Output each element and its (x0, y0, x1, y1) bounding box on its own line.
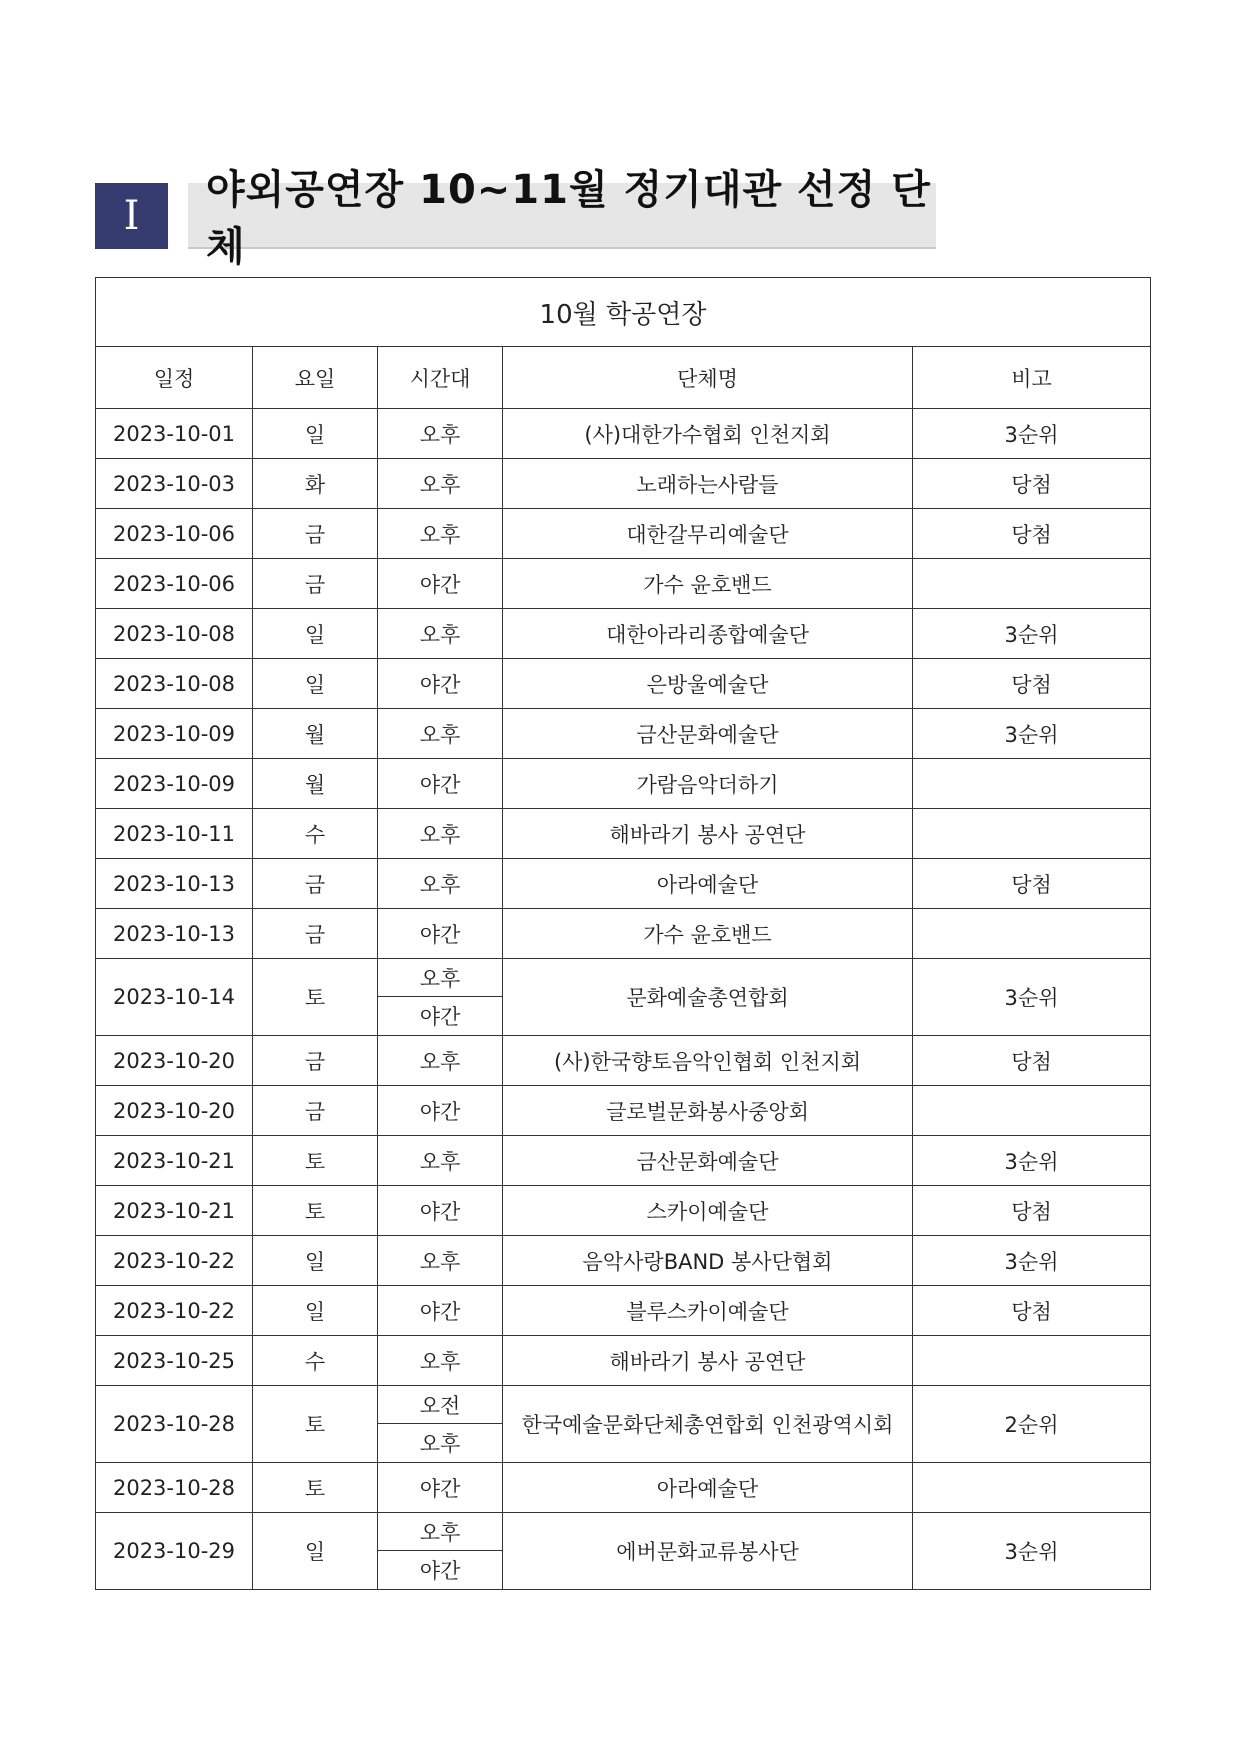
cell-time: 오후 (378, 1336, 503, 1386)
cell-time: 오후 (378, 859, 503, 909)
section-title-box (188, 167, 936, 270)
cell-day: 수 (253, 1336, 378, 1386)
table-row (96, 459, 1151, 509)
cell-day: 토 (253, 959, 378, 1036)
table-row (96, 709, 1151, 759)
cell-note (913, 1463, 1151, 1513)
table-row (96, 1136, 1151, 1186)
cell-date: 2023-10-20 (96, 1036, 253, 1086)
cell-day: 일 (253, 609, 378, 659)
column-header-note: 비고 (913, 347, 1151, 409)
cell-organization: 에버문화교류봉사단 (503, 1513, 913, 1590)
cell-organization: 금산문화예술단 (503, 709, 913, 759)
cell-day: 토 (253, 1463, 378, 1513)
table-row (96, 659, 1151, 709)
table-row (96, 609, 1151, 659)
cell-note: 당첨 (913, 1286, 1151, 1336)
cell-date: 2023-10-06 (96, 509, 253, 559)
cell-date: 2023-10-21 (96, 1186, 253, 1236)
cell-note (913, 559, 1151, 609)
table-row (96, 1236, 1151, 1286)
cell-time: 야간 (378, 997, 503, 1036)
cell-organization: 노래하는사람들 (503, 459, 913, 509)
column-header-day: 요일 (253, 347, 378, 409)
cell-day: 금 (253, 1086, 378, 1136)
table-row (96, 1463, 1151, 1513)
cell-date: 2023-10-13 (96, 909, 253, 959)
table-row (96, 1036, 1151, 1086)
cell-day: 금 (253, 559, 378, 609)
cell-organization: 금산문화예술단 (503, 1136, 913, 1186)
column-header-organization: 단체명 (503, 347, 913, 409)
table-row (96, 409, 1151, 459)
cell-date: 2023-10-08 (96, 609, 253, 659)
cell-date: 2023-10-03 (96, 459, 253, 509)
section-header (95, 167, 935, 270)
cell-time: 오후 (378, 1036, 503, 1086)
cell-time: 오후 (378, 1236, 503, 1286)
cell-date: 2023-10-01 (96, 409, 253, 459)
cell-note: 당첨 (913, 859, 1151, 909)
table-row (96, 959, 1151, 997)
table-row (96, 559, 1151, 609)
cell-organization: 스카이예술단 (503, 1186, 913, 1236)
cell-day: 토 (253, 1186, 378, 1236)
cell-date: 2023-10-20 (96, 1086, 253, 1136)
cell-day: 금 (253, 909, 378, 959)
cell-organization: 해바라기 봉사 공연단 (503, 1336, 913, 1386)
cell-time: 오후 (378, 809, 503, 859)
cell-organization: 대한갈무리예술단 (503, 509, 913, 559)
cell-day: 일 (253, 1236, 378, 1286)
cell-date: 2023-10-13 (96, 859, 253, 909)
table-caption: 10월 학공연장 (96, 278, 1151, 347)
cell-time: 야간 (378, 1186, 503, 1236)
table-header-row (96, 347, 1151, 409)
cell-note: 3순위 (913, 1513, 1151, 1590)
cell-day: 월 (253, 709, 378, 759)
cell-time: 야간 (378, 759, 503, 809)
cell-date: 2023-10-14 (96, 959, 253, 1036)
cell-organization: 아라예술단 (503, 859, 913, 909)
cell-time: 오후 (378, 1513, 503, 1551)
table-row (96, 759, 1151, 809)
cell-day: 월 (253, 759, 378, 809)
cell-organization: 은방울예술단 (503, 659, 913, 709)
cell-day: 토 (253, 1136, 378, 1186)
cell-note: 당첨 (913, 1186, 1151, 1236)
section-title: 야외공연장 10~11월 정기대관 선정 단체 (206, 167, 931, 270)
cell-organization: 가수 윤호밴드 (503, 559, 913, 609)
cell-date: 2023-10-28 (96, 1463, 253, 1513)
cell-note: 당첨 (913, 1036, 1151, 1086)
cell-time: 오후 (378, 409, 503, 459)
cell-day: 수 (253, 809, 378, 859)
cell-organization: 글로벌문화봉사중앙회 (503, 1086, 913, 1136)
cell-organization: (사)한국향토음악인협회 인천지회 (503, 1036, 913, 1086)
cell-note: 3순위 (913, 1236, 1151, 1286)
column-header-time: 시간대 (378, 347, 503, 409)
cell-time: 야간 (378, 559, 503, 609)
cell-date: 2023-10-09 (96, 759, 253, 809)
cell-note: 3순위 (913, 409, 1151, 459)
cell-day: 금 (253, 859, 378, 909)
cell-day: 토 (253, 1386, 378, 1463)
cell-time: 오후 (378, 959, 503, 997)
cell-time: 오후 (378, 1424, 503, 1463)
cell-date: 2023-10-21 (96, 1136, 253, 1186)
cell-note: 당첨 (913, 509, 1151, 559)
cell-date: 2023-10-08 (96, 659, 253, 709)
cell-date: 2023-10-22 (96, 1286, 253, 1336)
cell-time: 오후 (378, 1136, 503, 1186)
cell-organization: (사)대한가수협회 인천지회 (503, 409, 913, 459)
cell-organization: 블루스카이예술단 (503, 1286, 913, 1336)
cell-note (913, 1086, 1151, 1136)
table-row (96, 1086, 1151, 1136)
cell-day: 금 (253, 1036, 378, 1086)
cell-note (913, 1336, 1151, 1386)
cell-day: 일 (253, 659, 378, 709)
cell-time: 오후 (378, 509, 503, 559)
cell-time: 야간 (378, 1551, 503, 1590)
cell-organization: 한국예술문화단체총연합회 인천광역시회 (503, 1386, 913, 1463)
cell-note: 3순위 (913, 609, 1151, 659)
cell-time: 오후 (378, 459, 503, 509)
cell-organization: 해바라기 봉사 공연단 (503, 809, 913, 859)
cell-note: 3순위 (913, 1136, 1151, 1186)
table-row (96, 509, 1151, 559)
cell-time: 야간 (378, 659, 503, 709)
cell-organization: 가수 윤호밴드 (503, 909, 913, 959)
cell-note: 당첨 (913, 659, 1151, 709)
cell-organization: 음악사랑BAND 봉사단협회 (503, 1236, 913, 1286)
cell-day: 화 (253, 459, 378, 509)
table-row (96, 859, 1151, 909)
table-row (96, 1186, 1151, 1236)
cell-date: 2023-10-09 (96, 709, 253, 759)
cell-organization: 아라예술단 (503, 1463, 913, 1513)
section-number: I (95, 183, 168, 249)
cell-time: 야간 (378, 1463, 503, 1513)
cell-note: 2순위 (913, 1386, 1151, 1463)
schedule-table (95, 277, 1151, 1590)
cell-date: 2023-10-28 (96, 1386, 253, 1463)
cell-note (913, 909, 1151, 959)
cell-time: 오후 (378, 609, 503, 659)
cell-date: 2023-10-29 (96, 1513, 253, 1590)
cell-day: 일 (253, 409, 378, 459)
cell-time: 야간 (378, 1086, 503, 1136)
table-row (96, 1286, 1151, 1336)
cell-note: 3순위 (913, 709, 1151, 759)
cell-time: 오전 (378, 1386, 503, 1424)
cell-time: 야간 (378, 1286, 503, 1336)
cell-date: 2023-10-22 (96, 1236, 253, 1286)
cell-date: 2023-10-06 (96, 559, 253, 609)
cell-note: 당첨 (913, 459, 1151, 509)
cell-date: 2023-10-11 (96, 809, 253, 859)
table-row (96, 1386, 1151, 1424)
cell-date: 2023-10-25 (96, 1336, 253, 1386)
table-row (96, 809, 1151, 859)
table-row (96, 1513, 1151, 1551)
cell-note (913, 759, 1151, 809)
cell-organization: 문화예술총연합회 (503, 959, 913, 1036)
cell-time: 야간 (378, 909, 503, 959)
cell-time: 오후 (378, 709, 503, 759)
cell-note: 3순위 (913, 959, 1151, 1036)
cell-note (913, 809, 1151, 859)
cell-day: 일 (253, 1513, 378, 1590)
table-row (96, 1336, 1151, 1386)
cell-day: 일 (253, 1286, 378, 1336)
table-row (96, 909, 1151, 959)
cell-day: 금 (253, 509, 378, 559)
cell-organization: 가람음악더하기 (503, 759, 913, 809)
column-header-date: 일정 (96, 347, 253, 409)
cell-organization: 대한아라리종합예술단 (503, 609, 913, 659)
